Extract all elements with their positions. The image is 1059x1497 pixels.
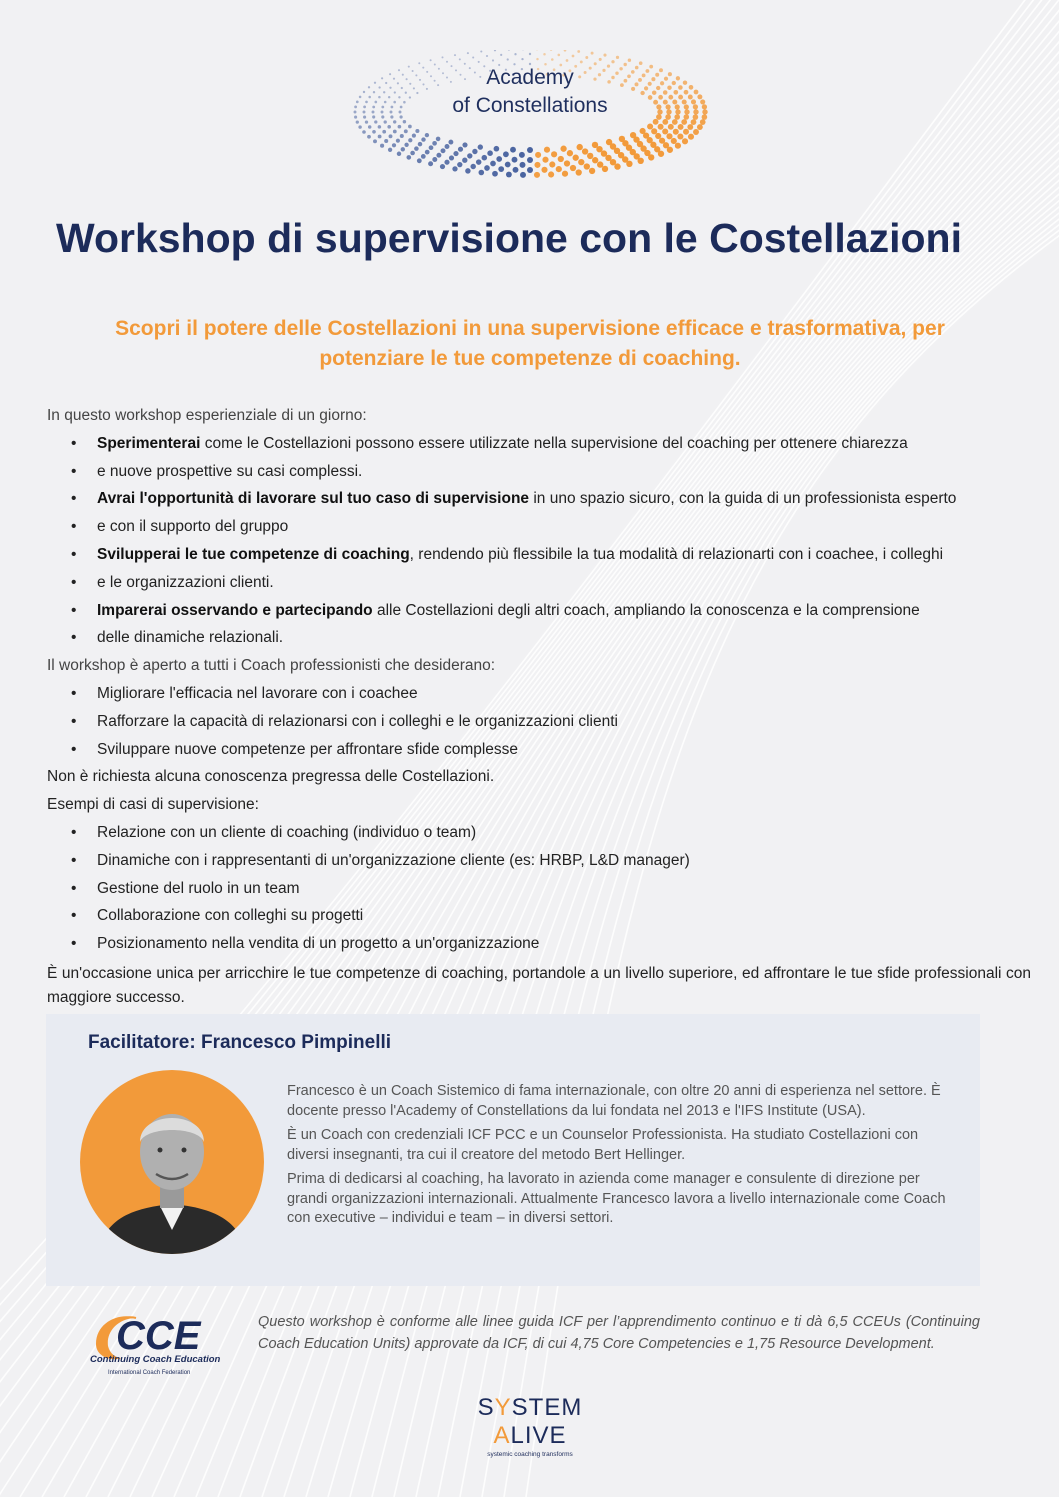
bullet-dot: •	[71, 518, 77, 536]
benefit-item	[47, 460, 1031, 488]
benefit-item	[47, 626, 1031, 654]
bullet-dot: •	[71, 545, 77, 563]
bio-paragraph: È un Coach con credenziali ICF PCC e un Counselor Professionista. Ha studiato Costellazioni con diversi insegnanti, tra cui il creatore del metodo Bert Hellinger.	[287, 1127, 919, 1163]
closing-text: È un'occasione unica per arricchire le tue competenze di coaching, portandole a un livello superiore, ed affrontare le tue sfide professionali con maggiore successo.	[47, 964, 1031, 1006]
cceu-note: Questo workshop è conforme alle linee guida ICF per l’apprendimento continuo e ti dà 6,5 CCEUs (Continuing Coach Education Units) approvate da ICF, di cui 4,75 Core Competencies e 1,75 Resource Development.	[258, 1314, 980, 1352]
bullet-text: , rendendo più flessibile la tua modalità di relazionarti con i coachee, i colleghi	[409, 545, 944, 563]
benefit-item	[47, 543, 1031, 571]
page-subtitle: Scopri il potere delle Costellazioni in una supervisione efficace e trasformativa, per potenziare le tue competenze di coaching.	[115, 317, 945, 370]
avatar	[80, 1070, 264, 1254]
bullet-dot: •	[71, 879, 77, 897]
bio-paragraph: Francesco è un Coach Sistemico di fama internazionale, con oltre 20 anni di esperienza nel settore. È docente presso l'Academy of Constellations da lui fondata nel 2013 e l'IFS Institute (USA).	[287, 1083, 941, 1119]
audience-item	[47, 682, 1031, 710]
bullet-text: Posizionamento nella vendita di un progetto a un'organizzazione	[97, 935, 540, 953]
audience-item	[47, 738, 1031, 766]
facilitator-photo	[80, 1070, 264, 1254]
bullet-dot: •	[71, 490, 77, 508]
example-item	[47, 904, 1031, 932]
bullet-dot: •	[71, 434, 77, 452]
system-alive-line1: SYSTEM	[477, 1394, 583, 1421]
audience-item	[47, 710, 1031, 738]
bullet-dot: •	[71, 601, 77, 619]
cce-logo-subtitle: Continuing Coach Education	[90, 1354, 221, 1365]
bullet-dot: •	[71, 823, 77, 841]
example-item	[47, 821, 1031, 849]
workshop-description	[47, 404, 1031, 1010]
bullet-dot: •	[71, 462, 77, 480]
cce-swoosh-icon	[90, 1304, 240, 1384]
facilitator-bio	[287, 1082, 947, 1234]
cce-logo	[90, 1304, 240, 1384]
bullet-text: Sviluppare nuove competenze per affrontare sfide complesse	[97, 740, 519, 758]
bullet-text: Relazione con un cliente di coaching (individuo o team)	[97, 823, 477, 841]
benefit-item	[47, 432, 1031, 460]
intro-text: In questo workshop esperienziale di un giorno:	[47, 407, 367, 424]
bullet-highlight: Imparerai osservando e partecipando	[97, 601, 373, 619]
benefit-item	[47, 487, 1031, 515]
examples-list	[47, 821, 1031, 960]
bio-paragraph: Prima di dedicarsi al coaching, ha lavorato in azienda come manager e consulente di direzione per grandi organizzazioni internazionali. Attualmente Francesco lavora a livello internazionale come Coach con executive – individui e team – in diversi settori.	[287, 1171, 946, 1226]
benefit-item	[47, 571, 1031, 599]
bullet-dot: •	[71, 629, 77, 647]
example-item	[47, 932, 1031, 960]
example-item	[47, 849, 1031, 877]
bullet-dot: •	[71, 907, 77, 925]
bullet-text: e con il supporto del gruppo	[97, 518, 289, 536]
bullet-dot: •	[71, 851, 77, 869]
page-title: Workshop di supervisione con le Costellazioni	[56, 215, 962, 261]
benefits-list	[47, 432, 1031, 654]
benefit-item	[47, 599, 1031, 627]
bullet-text: Migliorare l'efficacia nel lavorare con i coachee	[97, 684, 418, 702]
audience-text: Il workshop è aperto a tutti i Coach professionisti che desiderano:	[47, 657, 496, 675]
examples-title: Esempi di casi di supervisione:	[47, 796, 259, 814]
system-alive-tagline: systemic coaching transforms	[487, 1451, 573, 1458]
no-knowledge-text: Non è richiesta alcuna conoscenza pregressa delle Costellazioni.	[47, 768, 495, 786]
bullet-text: delle dinamiche relazionali.	[97, 629, 284, 647]
bullet-text: Collaborazione con colleghi su progetti	[97, 907, 364, 925]
cce-logo-text: CCE	[116, 1314, 201, 1358]
facilitator-title: Facilitatore: Francesco Pimpinelli	[88, 1032, 392, 1053]
cce-logo-org: International Coach Federation	[108, 1370, 191, 1376]
bullet-dot: •	[71, 935, 77, 953]
bullet-dot: •	[71, 684, 77, 702]
academy-logo-text: Academy of Constellations	[452, 66, 608, 117]
audience-list	[47, 682, 1031, 765]
bullet-text: Rafforzare la capacità di relazionarsi con i colleghi e le organizzazioni clienti	[97, 712, 618, 730]
bullet-text: come le Costellazioni possono essere utilizzate nella supervisione del coaching per ottenere chiarezza	[200, 434, 908, 452]
bullet-dot: •	[71, 740, 77, 758]
bullet-text: Dinamiche con i rappresentanti di un'organizzazione cliente (es: HRBP, L&D manager)	[97, 851, 690, 869]
bullet-text: in uno spazio sicuro, con la guida di un professionista esperto	[529, 490, 957, 508]
bullet-highlight: Sperimenterai	[97, 434, 201, 452]
bullet-highlight: Svilupperai le tue competenze di coaching	[97, 545, 410, 563]
bullet-text: Gestione del ruolo in un team	[97, 879, 300, 897]
example-item	[47, 877, 1031, 905]
bullet-text: alle Costellazioni degli altri coach, ampliando la conoscenza e la comprensione	[372, 601, 920, 619]
system-alive-line2: ALIVE	[493, 1422, 567, 1449]
bullet-text: e nuove prospettive su casi complessi.	[97, 462, 363, 480]
bullet-dot: •	[71, 573, 77, 591]
bullet-highlight: Avrai l'opportunità di lavorare sul tuo caso di supervisione	[97, 490, 530, 508]
benefit-item	[47, 515, 1031, 543]
bullet-dot: •	[71, 712, 77, 730]
system-alive-logo	[470, 1394, 590, 1468]
bullet-text: e le organizzazioni clienti.	[97, 573, 274, 591]
